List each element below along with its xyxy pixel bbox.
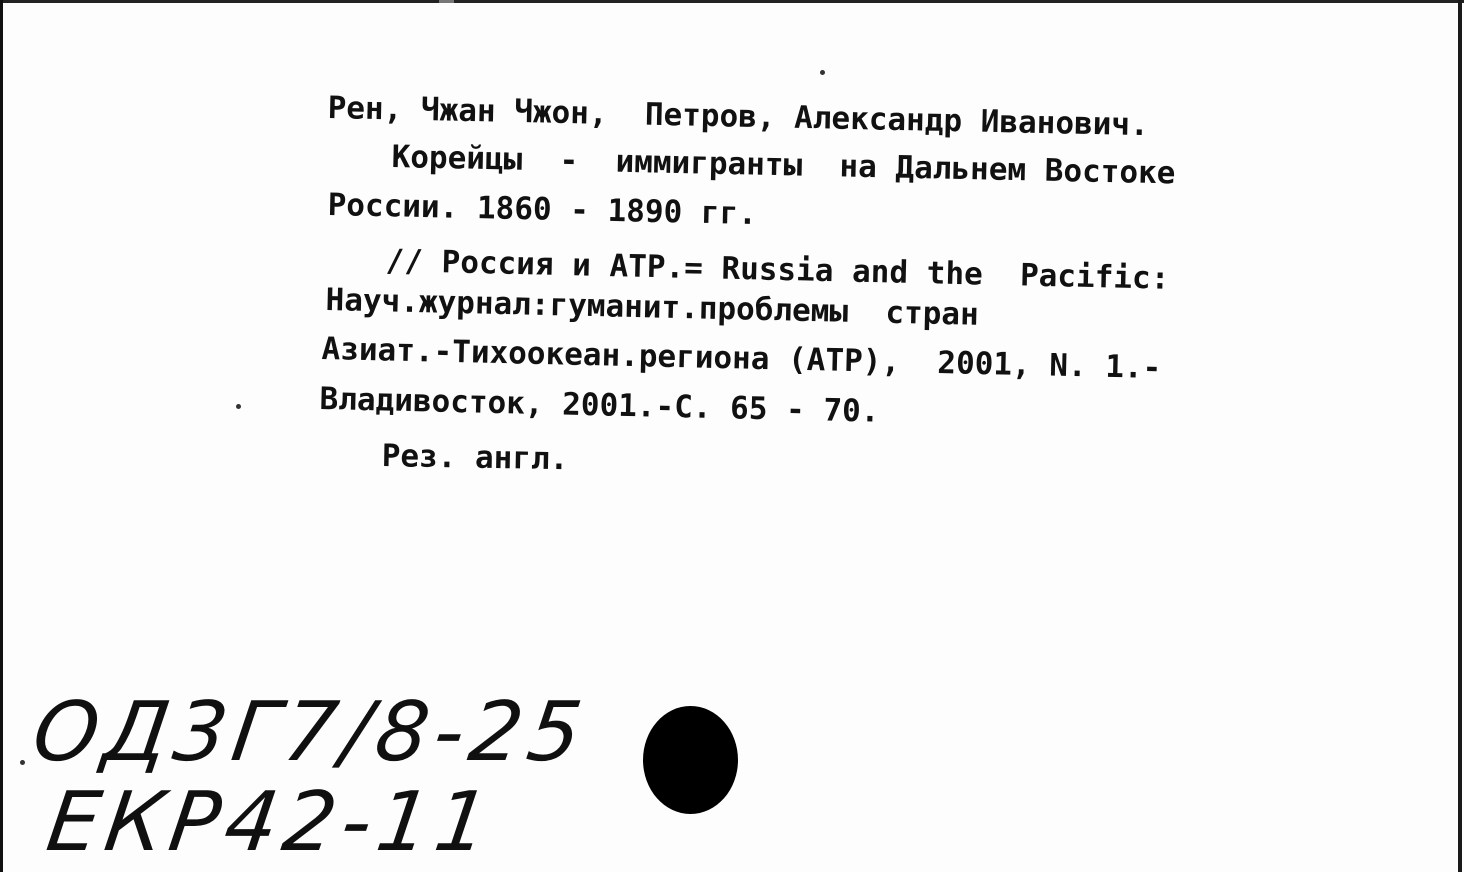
source-line-4: Владивосток, 2001.-С. 65 - 70. — [319, 381, 880, 430]
card-right-edge — [1458, 0, 1462, 872]
source-line-2: Науч.журнал:гуманит.проблемы стран — [325, 282, 980, 333]
summary-line: Рез. англ. — [381, 438, 569, 478]
shelfmark-line-2: ЕКР42-11 — [41, 775, 501, 870]
shelfmark-line-1: ОД3Г7/8-25 — [27, 685, 594, 780]
source-line-1: // Россия и АТР.= Russia and the Pacific: — [385, 243, 1170, 297]
ink-speck — [236, 404, 241, 409]
ink-speck — [820, 70, 825, 75]
card-top-edge — [0, 0, 1464, 3]
ink-speck — [20, 760, 25, 765]
card-left-edge — [0, 0, 3, 872]
source-line-3: Азиат.-Тихоокеан.региона (АТР), 2001, N. 1.- — [321, 331, 1162, 387]
title-line-1: Корейцы - иммигранты на Дальнем Востоке — [391, 139, 1176, 192]
authors-line: Рен, Чжан Чжон, Петров, Александр Иванович. — [327, 90, 1150, 144]
punch-hole — [643, 706, 738, 814]
title-line-2: России. 1860 - 1890 гг. — [327, 187, 758, 232]
